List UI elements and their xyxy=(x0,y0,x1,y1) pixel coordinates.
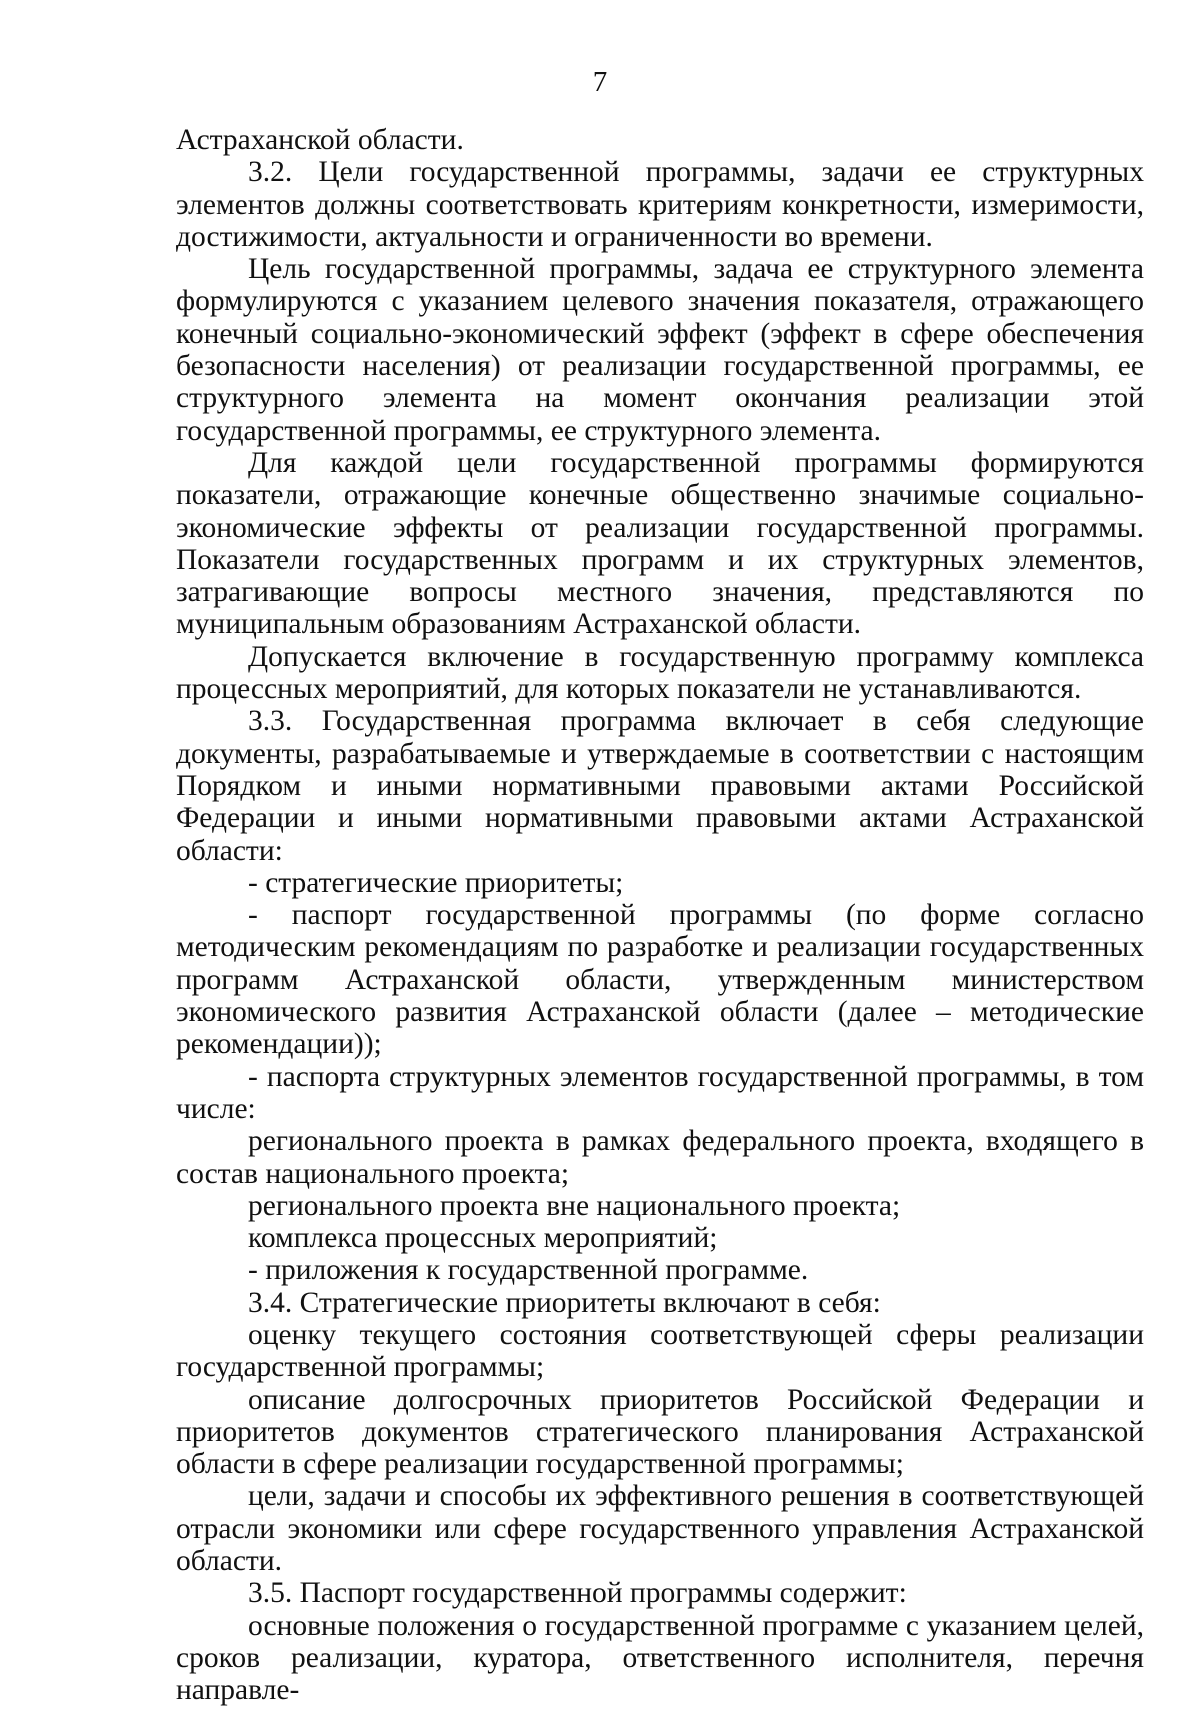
paragraph-continuation: Астраханской области. xyxy=(176,124,464,156)
sub-item-long-term-priorities: описание долгосрочных приоритетов Российской Федерации и приоритетов документов стратегического планирования Астраханской области в сфере реализации государственной программы; xyxy=(176,1383,1144,1481)
list-item-element-passports: - паспорта структурных элементов государственной программы, в том числе: xyxy=(176,1060,1144,1125)
paragraph-indicators: Для каждой цели государственной программы формируются показатели, отражающие конечные общественно значимые социально-экономические эффекты от реализации государственной программы. Показатели государственных программ и их структурных элементов, затрагивающие вопросы местного значения, представляются по муниципальным образованиям Астраханской области. xyxy=(176,446,1144,641)
paragraph-3-2: 3.2. Цели государственной программы, задачи ее структурных элементов должны соответствовать критериям конкретности, измеримости, достижимости, актуальности и ограниченности во времени. xyxy=(176,156,1144,253)
page-number: 7 xyxy=(592,66,608,98)
document-body xyxy=(176,124,1144,1707)
list-item-program-passport: - паспорт государственной программы (по форме согласно методическим рекомендациям по разработке и реализации государственных программ Астраханской области, утвержденным министерством экономического развития Астраханской области (далее – методические рекомендации)); xyxy=(176,899,1144,1061)
sub-item-main-provisions: основные положения о государственной программе с указанием целей, сроков реализации, куратора, ответственного исполнителя, перечня направле- xyxy=(176,1609,1144,1707)
paragraph-goal-formulation: Цель государственной программы, задача ее структурного элемента формулируются с указанием целевого значения показателя, отражающего конечный социально-экономический эффект (эффект в сфере обеспечения безопасности населения) от реализации государственной программы, ее структурного элемента на момент окончания реализации этой государственной программы, ее структурного элемента. xyxy=(176,253,1144,447)
list-item-appendices: - приложения к государственной программе. xyxy=(248,1254,809,1287)
paragraph-3-3: 3.3. Государственная программа включает в себя следующие документы, разрабатываемые и утверждаемые в соответствии с настоящим Порядком и иными нормативными правовыми актами Российской Федерации и иными нормативными правовыми актами Астраханской области: xyxy=(176,705,1144,867)
sub-item-regional-project-federal: регионального проекта в рамках федерального проекта, входящего в состав национального проекта; xyxy=(176,1125,1144,1190)
paragraph-3-4: 3.4. Стратегические приоритеты включают в себя: xyxy=(248,1286,881,1319)
sub-item-goals-tasks: цели, задачи и способы их эффективного решения в соответствующей отрасли экономики или сфере государственного управления Астраханской области. xyxy=(176,1480,1144,1578)
list-item-strategic-priorities: - стратегические приоритеты; xyxy=(248,866,624,899)
paragraph-process-activities: Допускается включение в государственную программу комплекса процессных мероприятий, для которых показатели не устанавливаются. xyxy=(176,640,1144,706)
paragraph-3-5: 3.5. Паспорт государственной программы содержит: xyxy=(248,1577,907,1610)
sub-item-process-complex: комплекса процессных мероприятий; xyxy=(248,1222,718,1255)
sub-item-regional-project-outside: регионального проекта вне национального проекта; xyxy=(248,1189,901,1222)
sub-item-current-state: оценку текущего состояния соответствующей сферы реализации государственной программы; xyxy=(176,1318,1144,1384)
